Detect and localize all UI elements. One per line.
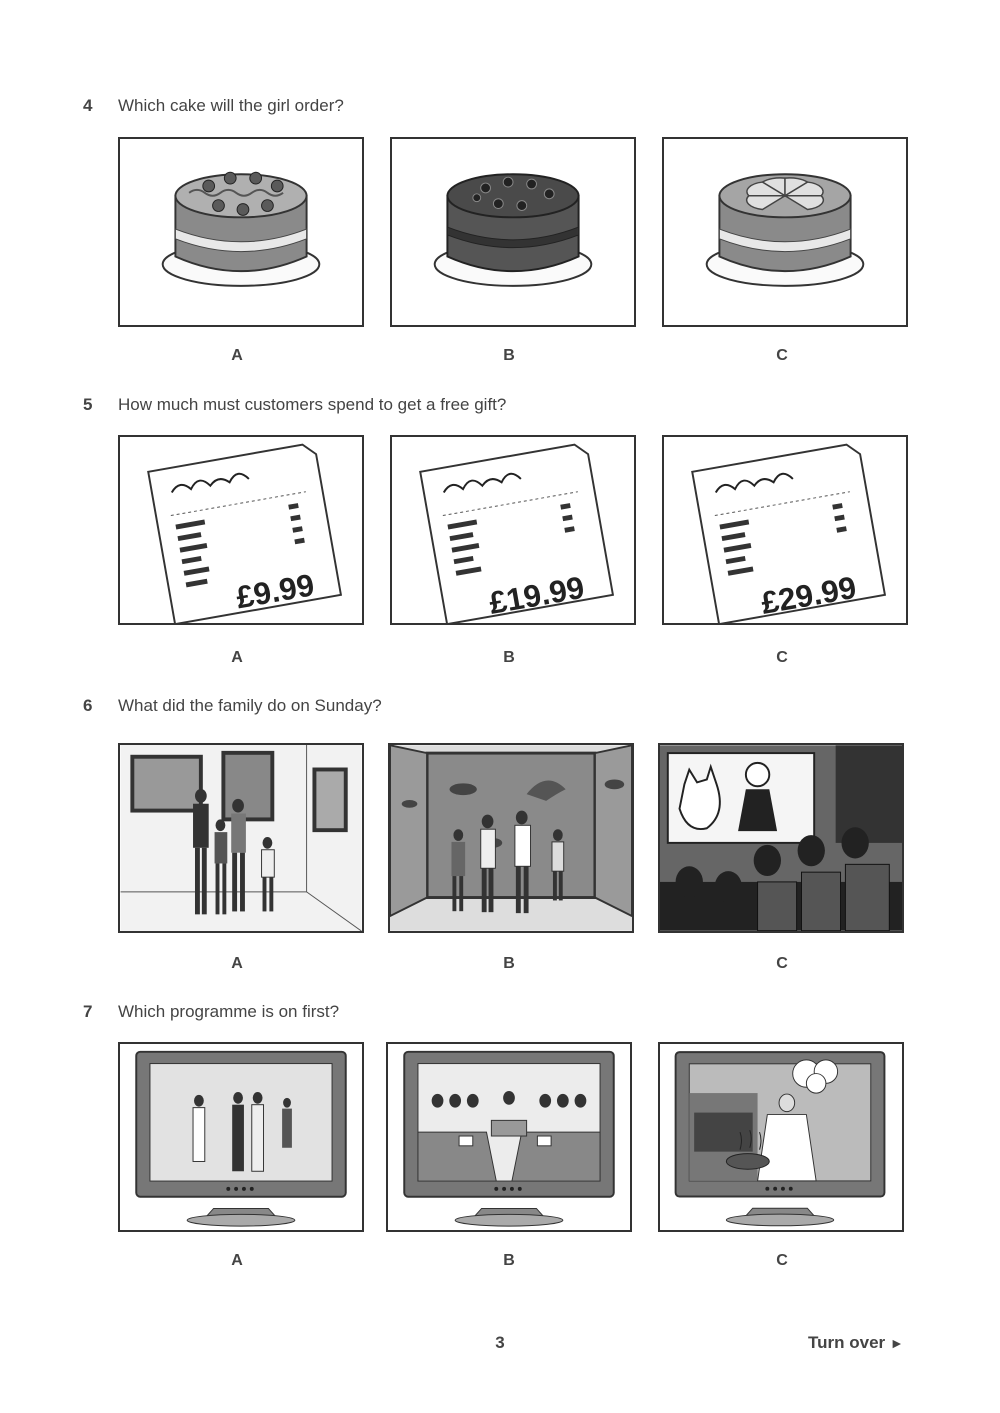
option-label: B: [503, 649, 515, 666]
receipt-price: £19.99: [486, 569, 587, 621]
option-label: B: [503, 347, 515, 364]
option-label: C: [776, 1252, 788, 1269]
option-label: C: [776, 955, 788, 972]
play-arrow-icon: ►: [889, 1335, 904, 1351]
turn-over-link[interactable]: [808, 1333, 904, 1353]
question-6-number: 6: [83, 696, 93, 715]
chocolate-cake-image[interactable]: [390, 137, 636, 327]
option-label: B: [503, 1252, 515, 1269]
question-5-text: How much must customers spend to get a free gift?: [118, 395, 507, 414]
receipt-image[interactable]: [662, 435, 908, 625]
aquarium-image[interactable]: [388, 743, 634, 933]
question-6-text: What did the family do on Sunday?: [118, 696, 382, 715]
option-label: A: [231, 649, 243, 666]
option-label: A: [231, 955, 243, 972]
tv-cooking-image[interactable]: [658, 1042, 904, 1232]
page-number: 3: [495, 1333, 505, 1352]
question-4-text: Which cake will the girl order?: [118, 96, 344, 115]
option-label: B: [503, 955, 515, 972]
receipt-image[interactable]: [390, 435, 636, 625]
receipt-price: £9.99: [233, 567, 317, 616]
cinema-image[interactable]: [658, 743, 904, 933]
receipt-image[interactable]: [118, 435, 364, 625]
receipt-price: £29.99: [758, 569, 859, 621]
option-label: C: [776, 347, 788, 364]
strawberry-cake-image[interactable]: [118, 137, 364, 327]
question-5-number: 5: [83, 395, 93, 414]
tv-dancing-image[interactable]: [118, 1042, 364, 1232]
question-7-number: 7: [83, 1002, 93, 1021]
tv-quiz-show-image[interactable]: [386, 1042, 632, 1232]
option-label: C: [776, 649, 788, 666]
question-4-number: 4: [83, 96, 93, 115]
lemon-cake-image[interactable]: [662, 137, 908, 327]
question-7-text: Which programme is on first?: [118, 1002, 340, 1021]
art-gallery-image[interactable]: [118, 743, 364, 933]
turn-over-label: Turn over: [808, 1333, 886, 1352]
option-label: A: [231, 1252, 243, 1269]
option-label: A: [231, 347, 243, 364]
